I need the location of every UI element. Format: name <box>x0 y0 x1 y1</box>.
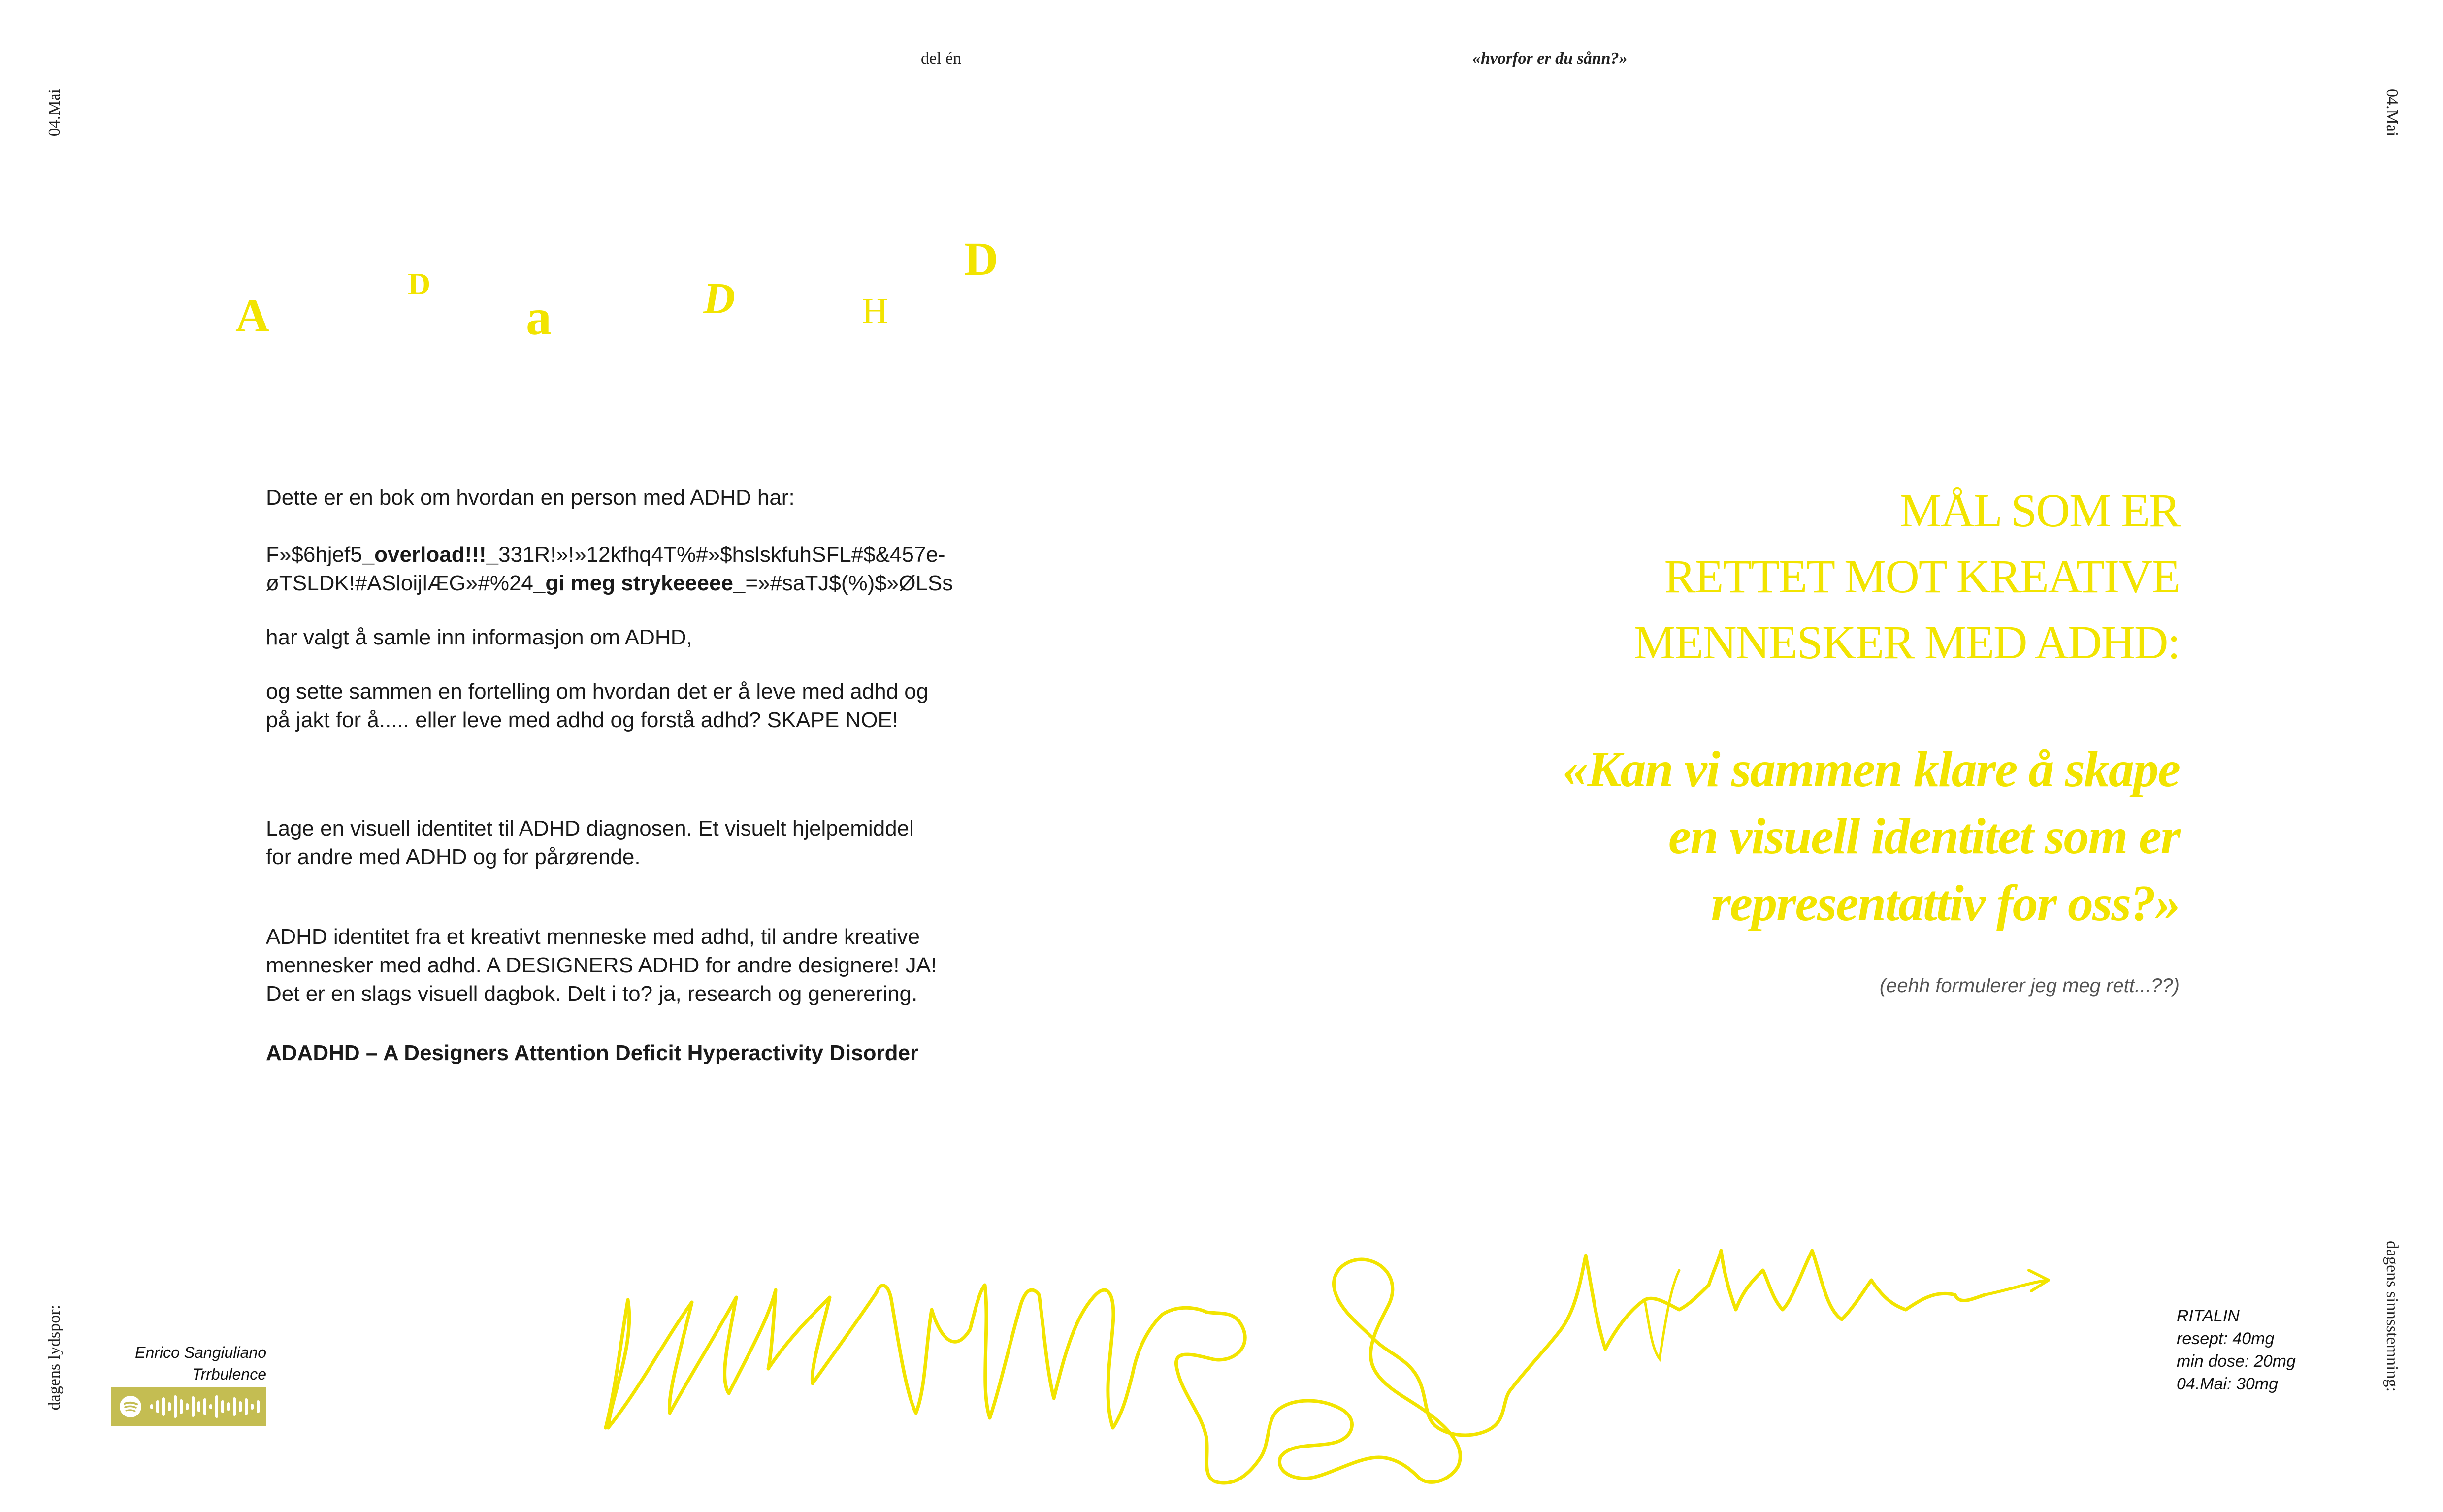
question-line-1: «Kan vi sammen klare å skape <box>1563 741 2180 798</box>
medication-min-dose: min dose: 20mg <box>2177 1352 2296 1371</box>
glitch-e: =»#saTJ$(%)$»ØLSs <box>745 571 953 595</box>
title-letter-1: A <box>235 289 270 342</box>
intro-p6: ADHD identitet fra et kreativt menneske med adhd, til andre kreative mennesker med adhd. A DESIGNERS ADHD for andre designere! JA! Det er en slags visuell dagbok. Delt i to? ja, research og generering. <box>266 925 937 1006</box>
question-line-3: representattiv for oss?» <box>1711 875 2180 932</box>
medication-info <box>2177 1305 2296 1395</box>
intro-text <box>266 483 1034 1067</box>
question-note: (eehh formulerer jeg meg rett...??) <box>1879 975 2180 997</box>
medication-name: RITALIN <box>2177 1307 2240 1325</box>
intro-p1: Dette er en bok om hvordan en person med ADHD har: <box>266 485 795 510</box>
mood-scribble <box>581 1182 2177 1507</box>
intro-p3: har valgt å samle inn informasjon om ADHD, <box>266 625 692 649</box>
soundtrack-side-label: dagens lydspor: <box>45 1305 64 1411</box>
title-letter-2: D <box>408 266 431 301</box>
glitch-overload: _overload!!!_ <box>362 543 498 567</box>
medication-today: 04.Mai: 30mg <box>2177 1375 2278 1393</box>
medication-prescription: resept: 40mg <box>2177 1329 2275 1348</box>
research-question <box>1244 736 2180 937</box>
title-letter-5: H <box>862 291 888 331</box>
glitch-a: F»$6hjef5 <box>266 543 362 567</box>
soundtrack-artist: Enrico Sangiuliano <box>135 1344 266 1361</box>
title-letter-6: D <box>964 232 999 285</box>
soundtrack-track: Trrbulence <box>192 1365 266 1383</box>
section-label: del én <box>921 49 962 67</box>
date-right: 04.Mai <box>2383 89 2401 137</box>
goal-line-1: MÅL SOM ER <box>1899 484 2180 537</box>
running-question: «hvorfor er du sånn?» <box>1472 49 1628 67</box>
question-line-2: en visuell identitet som er <box>1668 808 2180 865</box>
spotify-icon <box>111 1387 266 1426</box>
intro-p2 <box>266 541 1034 598</box>
soundtrack-info <box>69 1342 266 1385</box>
mood-side-label: dagens sinnsstemning: <box>2383 1241 2401 1392</box>
title-letter-3: a <box>526 289 552 346</box>
spotify-code[interactable] <box>111 1387 266 1426</box>
intro-p7: ADADHD – A Designers Attention Deficit Hyperactivity Disorder <box>266 1041 919 1065</box>
glitch-c: 331R!»!»12kfhq4T%#»$hslskfuhSFL#$&457e- øTSLDK!#ASloijlÆG»#%24 <box>266 543 945 595</box>
goal-heading <box>1342 478 2180 676</box>
title-letter-4: D <box>703 274 735 323</box>
intro-p4: og sette sammen en fortelling om hvordan det er å leve med adhd og på jakt for å..... eller leve med adhd og forstå adhd? SKAPE NOE! <box>266 679 929 732</box>
goal-line-3: MENNESKER MED ADHD: <box>1633 616 2180 669</box>
glitch-stryke: _gi meg strykeeeee_ <box>533 571 746 595</box>
goal-line-2: RETTET MOT KREATIVE <box>1664 550 2180 603</box>
date-left: 04.Mai <box>45 89 64 137</box>
intro-p5: Lage en visuell identitet til ADHD diagnosen. Et visuelt hjelpemiddel for andre med ADHD og for pårørende. <box>266 816 914 869</box>
